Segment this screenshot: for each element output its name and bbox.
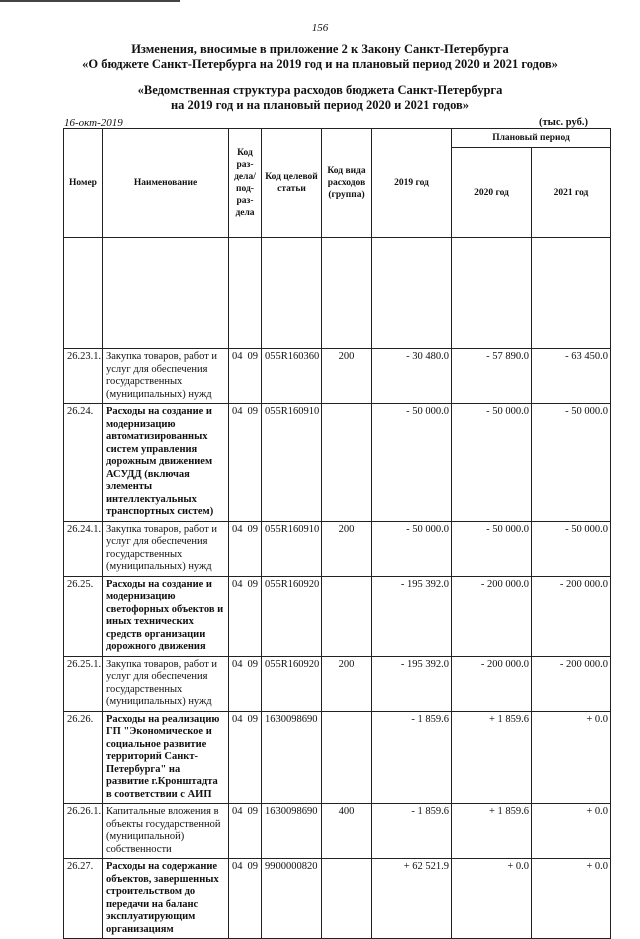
row-number: 26.26. — [64, 711, 103, 804]
row-type-code: 400 — [322, 804, 372, 859]
document-subtitle — [0, 83, 640, 113]
row-number: 26.27. — [64, 859, 103, 939]
header-name: Наименование — [103, 129, 229, 238]
row-target-code: 055R160920 — [262, 576, 322, 656]
row-target-code: 055R160910 — [262, 404, 322, 522]
document-date: 16-окт-2019 — [64, 117, 123, 129]
table-body — [64, 349, 611, 939]
row-section-code — [229, 576, 262, 656]
table-row — [64, 521, 611, 576]
subsection-code: 09 — [247, 578, 258, 590]
row-number: 26.24.1. — [64, 521, 103, 576]
row-name: Расходы на создание и модернизацию автоматизированных систем управления дорожным движением АСУДД (включая элементы интеллектуальных транспортных систем) — [103, 404, 229, 522]
table-row — [64, 711, 611, 804]
section-code: 04 — [232, 861, 243, 872]
row-target-code: 9900000820 — [262, 859, 322, 939]
row-section-code — [229, 859, 262, 939]
header-number: Номер — [64, 129, 103, 238]
section-code: 04 — [232, 658, 243, 670]
row-value-2020: + 1 859.6 — [452, 711, 532, 804]
row-value-2020: - 50 000.0 — [452, 404, 532, 522]
row-value-2021: + 0.0 — [532, 804, 611, 859]
top-edge-mark — [0, 0, 180, 2]
row-value-2020: - 200 000.0 — [452, 576, 532, 656]
row-value-2021: - 200 000.0 — [532, 576, 611, 656]
row-value-2019: - 30 480.0 — [372, 349, 452, 404]
row-name: Закупка товаров, работ и услуг для обеспечения государственных (муниципальных) нужд — [103, 349, 229, 404]
row-name: Расходы на создание и модернизацию светофорных объектов и иных технических средств организации дорожного движения — [103, 576, 229, 656]
row-name: Расходы на реализацию ГП "Экономическое и социальное развитие территорий Санкт-Петербурга" на развитие г.Кронштадта в соответствии с АИП — [103, 711, 229, 804]
row-value-2020: - 200 000.0 — [452, 656, 532, 711]
header-2019: 2019 год — [372, 129, 452, 238]
subsection-code: 09 — [247, 658, 258, 670]
row-value-2020: + 1 859.6 — [452, 804, 532, 859]
row-value-2021: - 50 000.0 — [532, 404, 611, 522]
row-number: 26.24. — [64, 404, 103, 522]
row-value-2019: + 62 521.9 — [372, 859, 452, 939]
header-section-code: Код раз-дела/ под-раз-дела — [229, 129, 262, 238]
table-row — [64, 576, 611, 656]
table-row — [64, 656, 611, 711]
row-value-2019: - 195 392.0 — [372, 576, 452, 656]
row-type-code: 200 — [322, 656, 372, 711]
row-type-code — [322, 404, 372, 522]
row-type-code: 200 — [322, 521, 372, 576]
row-number: 26.25. — [64, 576, 103, 656]
header-type-code: Код вида расходов (группа) — [322, 129, 372, 238]
title-line-2: «О бюджете Санкт-Петербурга на 2019 год и на плановый период 2020 и 2021 годов» — [82, 57, 558, 71]
table-row — [64, 804, 611, 859]
row-type-code — [322, 711, 372, 804]
subsection-code: 09 — [247, 861, 258, 872]
table-row — [64, 404, 611, 522]
row-value-2019: - 50 000.0 — [372, 404, 452, 522]
section-code: 04 — [232, 713, 243, 725]
row-value-2020: - 50 000.0 — [452, 521, 532, 576]
subsection-code: 09 — [247, 523, 258, 535]
row-number: 26.23.1. — [64, 349, 103, 404]
row-value-2020: + 0.0 — [452, 859, 532, 939]
document-title — [0, 42, 640, 72]
row-target-code: 1630098690 — [262, 711, 322, 804]
row-value-2021: + 0.0 — [532, 859, 611, 939]
row-type-code: 200 — [322, 349, 372, 404]
row-section-code — [229, 656, 262, 711]
row-value-2019: - 50 000.0 — [372, 521, 452, 576]
section-code: 04 — [232, 523, 243, 535]
row-target-code: 055R160910 — [262, 521, 322, 576]
row-target-code: 055R160920 — [262, 656, 322, 711]
subtitle-line-1: «Ведомственная структура расходов бюджета Санкт-Петербурга — [137, 83, 503, 97]
budget-table — [63, 128, 611, 939]
row-target-code: 1630098690 — [262, 804, 322, 859]
row-value-2019: - 195 392.0 — [372, 656, 452, 711]
subtitle-line-2: на 2019 год и на плановый период 2020 и 2021 годов» — [170, 98, 470, 112]
header-spacer-row — [64, 238, 611, 349]
row-section-code — [229, 804, 262, 859]
page-number: 156 — [311, 22, 329, 34]
units-label: (тыс. руб.) — [539, 117, 588, 128]
row-value-2021: - 63 450.0 — [532, 349, 611, 404]
row-target-code: 055R160360 — [262, 349, 322, 404]
subsection-code: 09 — [247, 713, 258, 725]
subsection-code: 09 — [247, 406, 258, 417]
section-code: 04 — [232, 351, 243, 362]
row-section-code — [229, 711, 262, 804]
row-value-2019: - 1 859.6 — [372, 711, 452, 804]
row-value-2021: + 0.0 — [532, 711, 611, 804]
header-target-code: Код целевой статьи — [262, 129, 322, 238]
row-name: Закупка товаров, работ и услуг для обеспечения государственных (муниципальных) нужд — [103, 656, 229, 711]
header-planned-period: Плановый период — [452, 129, 611, 148]
row-value-2021: - 200 000.0 — [532, 656, 611, 711]
row-number: 26.25.1. — [64, 656, 103, 711]
header-2021: 2021 год — [532, 148, 611, 238]
row-number: 26.26.1. — [64, 804, 103, 859]
row-name: Закупка товаров, работ и услуг для обеспечения государственных (муниципальных) нужд — [103, 521, 229, 576]
title-line-1: Изменения, вносимые в приложение 2 к Закону Санкт-Петербурга — [131, 42, 509, 56]
row-name: Капитальные вложения в объекты государственной (муниципальной) собственности — [103, 804, 229, 859]
subsection-code: 09 — [247, 351, 258, 362]
row-value-2019: - 1 859.6 — [372, 804, 452, 859]
row-value-2021: - 50 000.0 — [532, 521, 611, 576]
row-section-code — [229, 349, 262, 404]
row-section-code — [229, 521, 262, 576]
section-code: 04 — [232, 806, 243, 817]
section-code: 04 — [232, 406, 243, 417]
row-value-2020: - 57 890.0 — [452, 349, 532, 404]
header-2020: 2020 год — [452, 148, 532, 238]
subsection-code: 09 — [247, 806, 258, 817]
row-section-code — [229, 404, 262, 522]
table-row — [64, 349, 611, 404]
section-code: 04 — [232, 578, 243, 590]
row-name: Расходы на содержание объектов, завершенных строительством до передачи на баланс эксплуатирующим организациям — [103, 859, 229, 939]
row-type-code — [322, 859, 372, 939]
row-type-code — [322, 576, 372, 656]
table-row — [64, 859, 611, 939]
